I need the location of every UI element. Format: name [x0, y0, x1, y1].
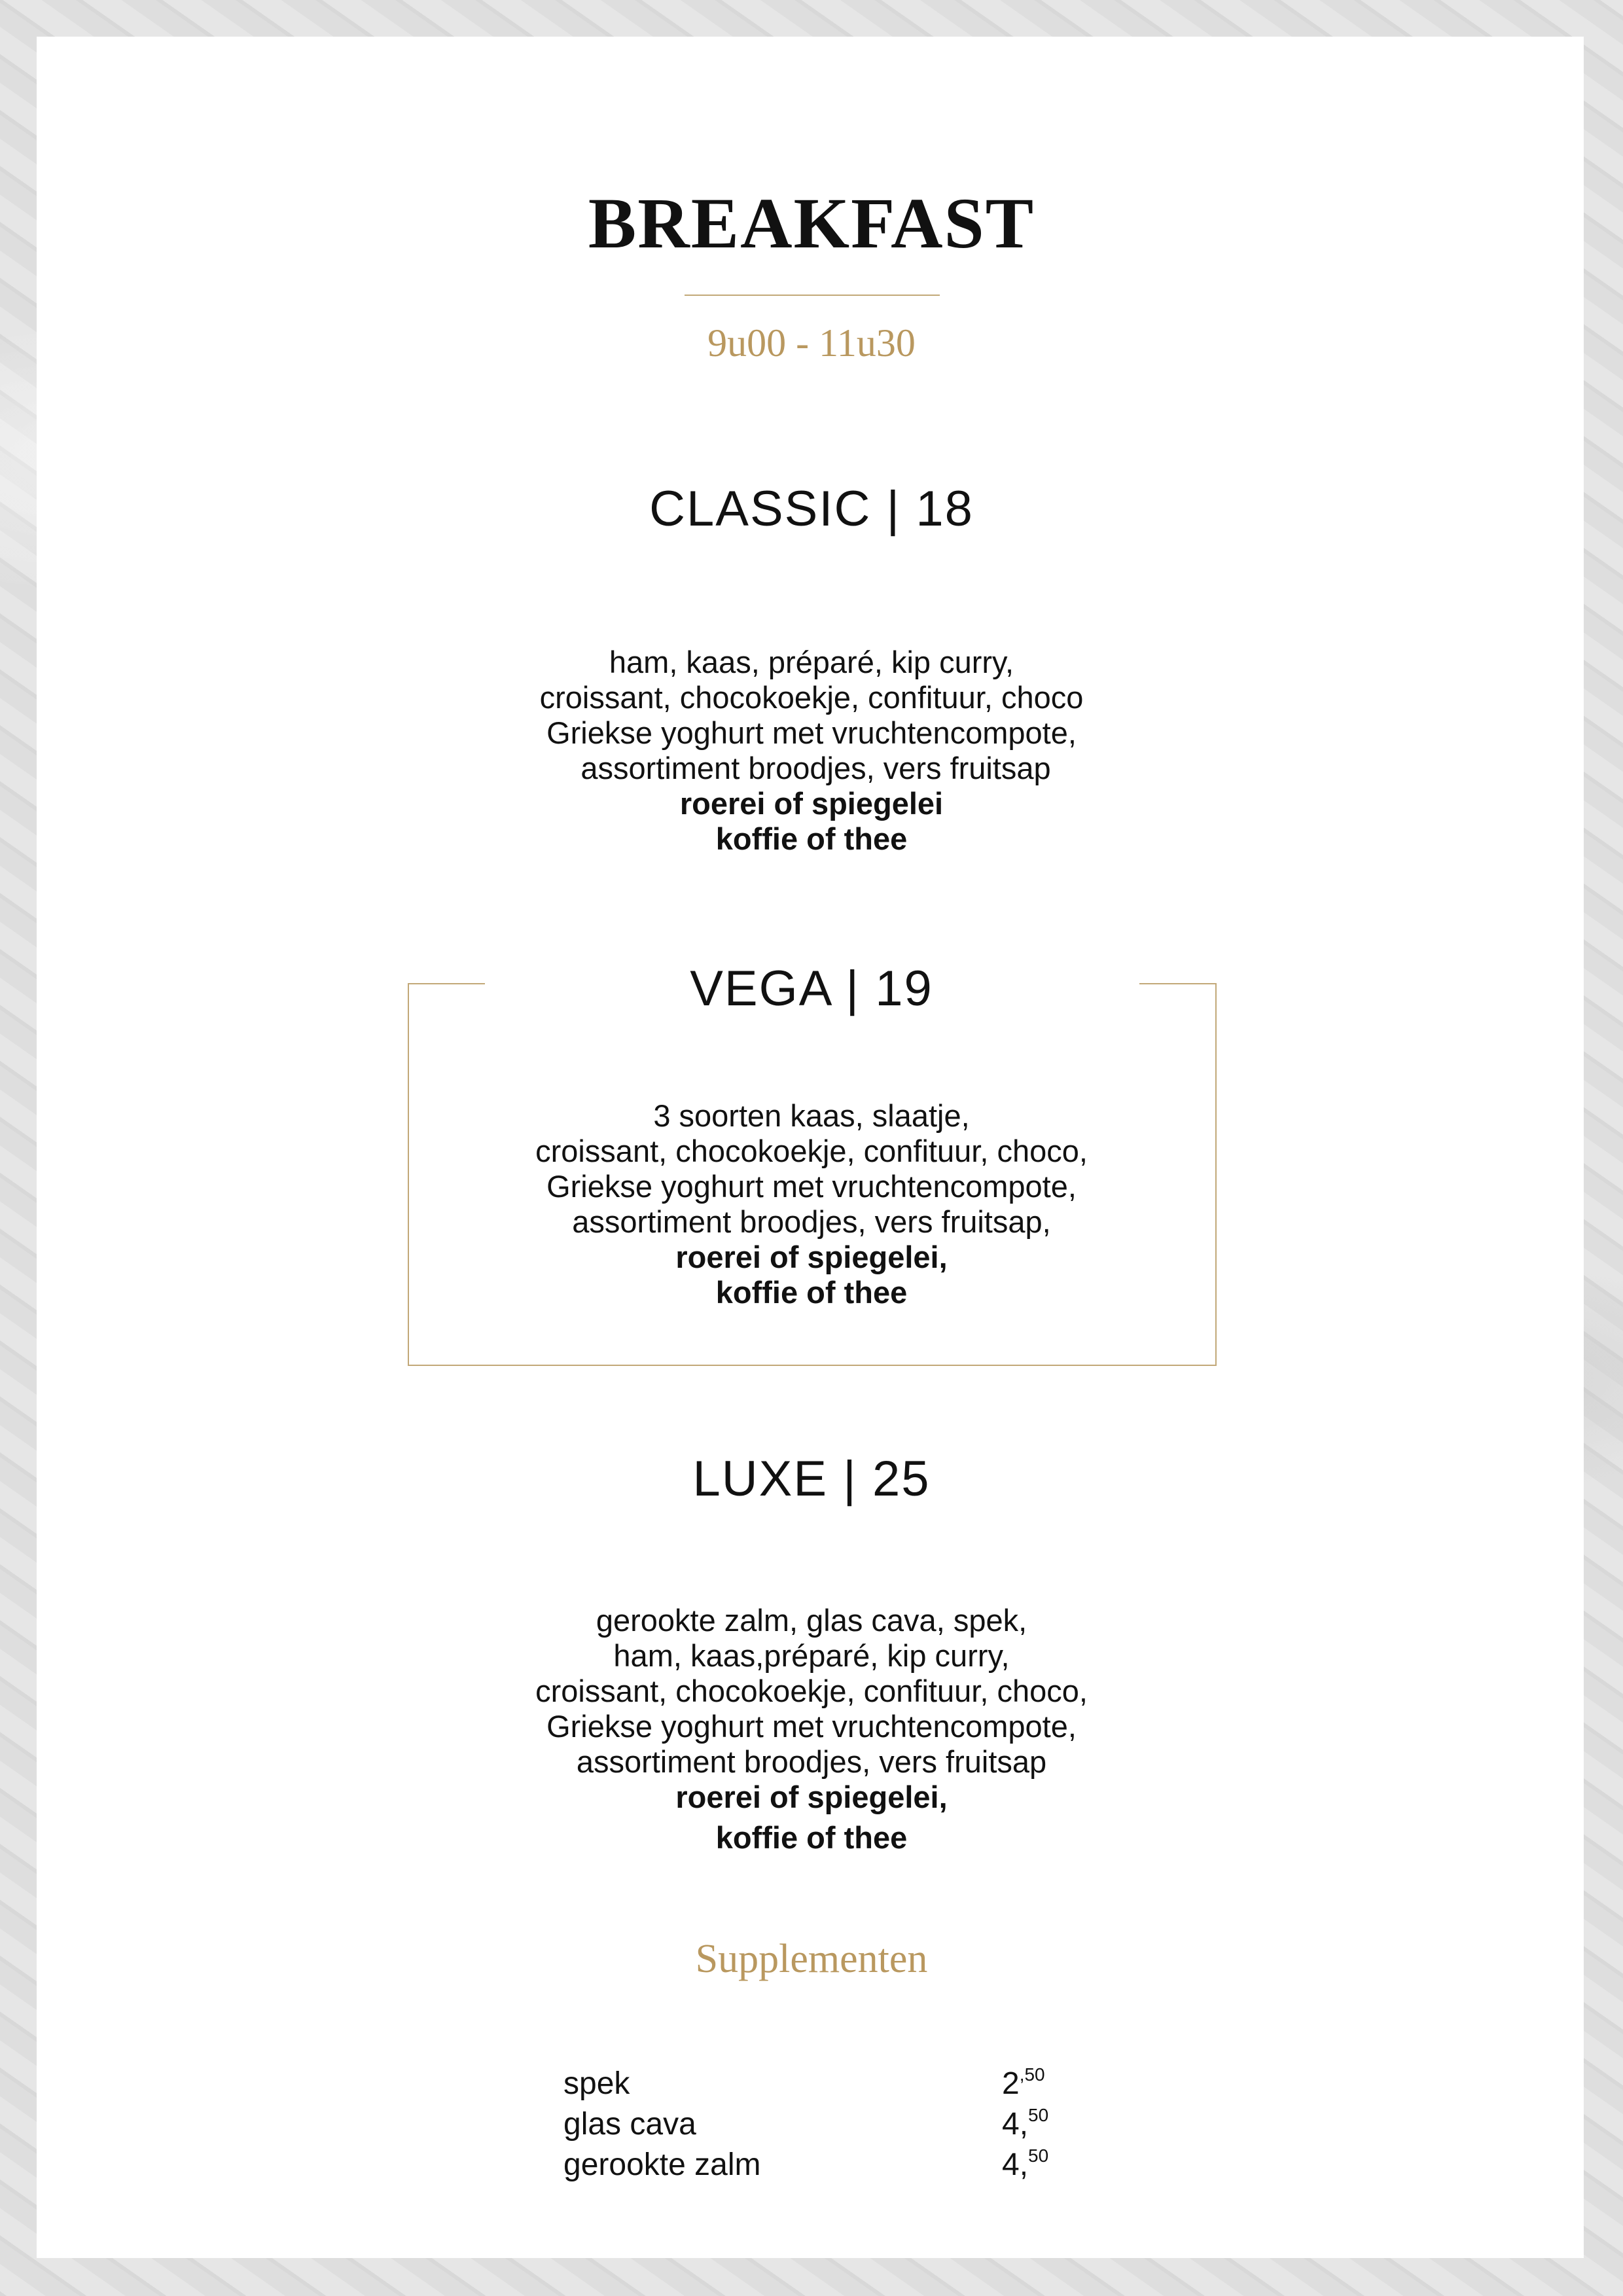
supplement-name: glas cava: [563, 2107, 696, 2142]
menu-line: 3 soorten kaas, slaatje,: [653, 1098, 970, 1133]
supplement-price: $2^{,50}$: [1002, 2064, 1045, 2101]
vega-frame-bottom: [408, 1365, 1217, 1366]
menu-description-vega: [0, 1098, 1623, 1310]
menu-line-bold: koffie of thee: [715, 1820, 908, 1855]
page-title: BREAKFAST: [588, 183, 1035, 263]
supplement-name: spek: [563, 2066, 630, 2101]
menu-line: ham, kaas,préparé, kip curry,: [613, 1638, 1010, 1673]
menu-description-classic: [0, 645, 1623, 857]
menu-line: assortiment broodjes, vers fruitsap: [576, 1744, 1047, 1779]
menu-line: assortiment broodjes, vers fruitsap,: [572, 1204, 1051, 1239]
supplement-name: gerookte zalm: [563, 2147, 761, 2182]
menu-line: Griekse yoghurt met vruchtencompote,: [546, 1709, 1077, 1744]
supplements-title: Supplementen: [695, 1937, 928, 1981]
menu-line-bold: roerei of spiegelei: [679, 786, 944, 821]
menu-line: croissant, chocokoekje, confituur, choco: [539, 680, 1084, 715]
supplement-row: [563, 2147, 1061, 2187]
menu-heading-classic: CLASSIC | 18: [649, 481, 974, 537]
supplement-price: 4,50: [1002, 2105, 1049, 2142]
menu-line: gerookte zalm, glas cava, spek,: [596, 1603, 1027, 1638]
menu-heading-vega: VEGA | 19: [690, 961, 933, 1016]
supplement-row: [563, 2066, 1061, 2106]
menu-line-bold: koffie of thee: [715, 1275, 908, 1310]
menu-line: croissant, chocokoekje, confituur, choco,: [535, 1674, 1088, 1708]
menu-description-luxe: [0, 1603, 1623, 1856]
menu-line: Griekse yoghurt met vruchtencompote,: [546, 715, 1077, 750]
title-divider: [685, 295, 940, 296]
menu-line: croissant, chocokoekje, confituur, choco,: [535, 1134, 1088, 1168]
menu-line: ham, kaas, préparé, kip curry,: [609, 645, 1014, 679]
menu-line-bold: roerei of spiegelei,: [675, 1780, 948, 1814]
supplement-price: 4,50: [1002, 2145, 1049, 2182]
supplement-row: [563, 2106, 1061, 2147]
menu-line-bold: roerei of spiegelei,: [675, 1240, 948, 1274]
menu-line-bold: koffie of thee: [715, 821, 908, 856]
opening-hours: 9u00 - 11u30: [707, 321, 916, 365]
menu-line: assortiment broodjes, vers fruitsap: [572, 751, 1051, 785]
menu-heading-luxe: LUXE | 25: [692, 1451, 931, 1507]
menu-line: Griekse yoghurt met vruchtencompote,: [546, 1169, 1077, 1204]
